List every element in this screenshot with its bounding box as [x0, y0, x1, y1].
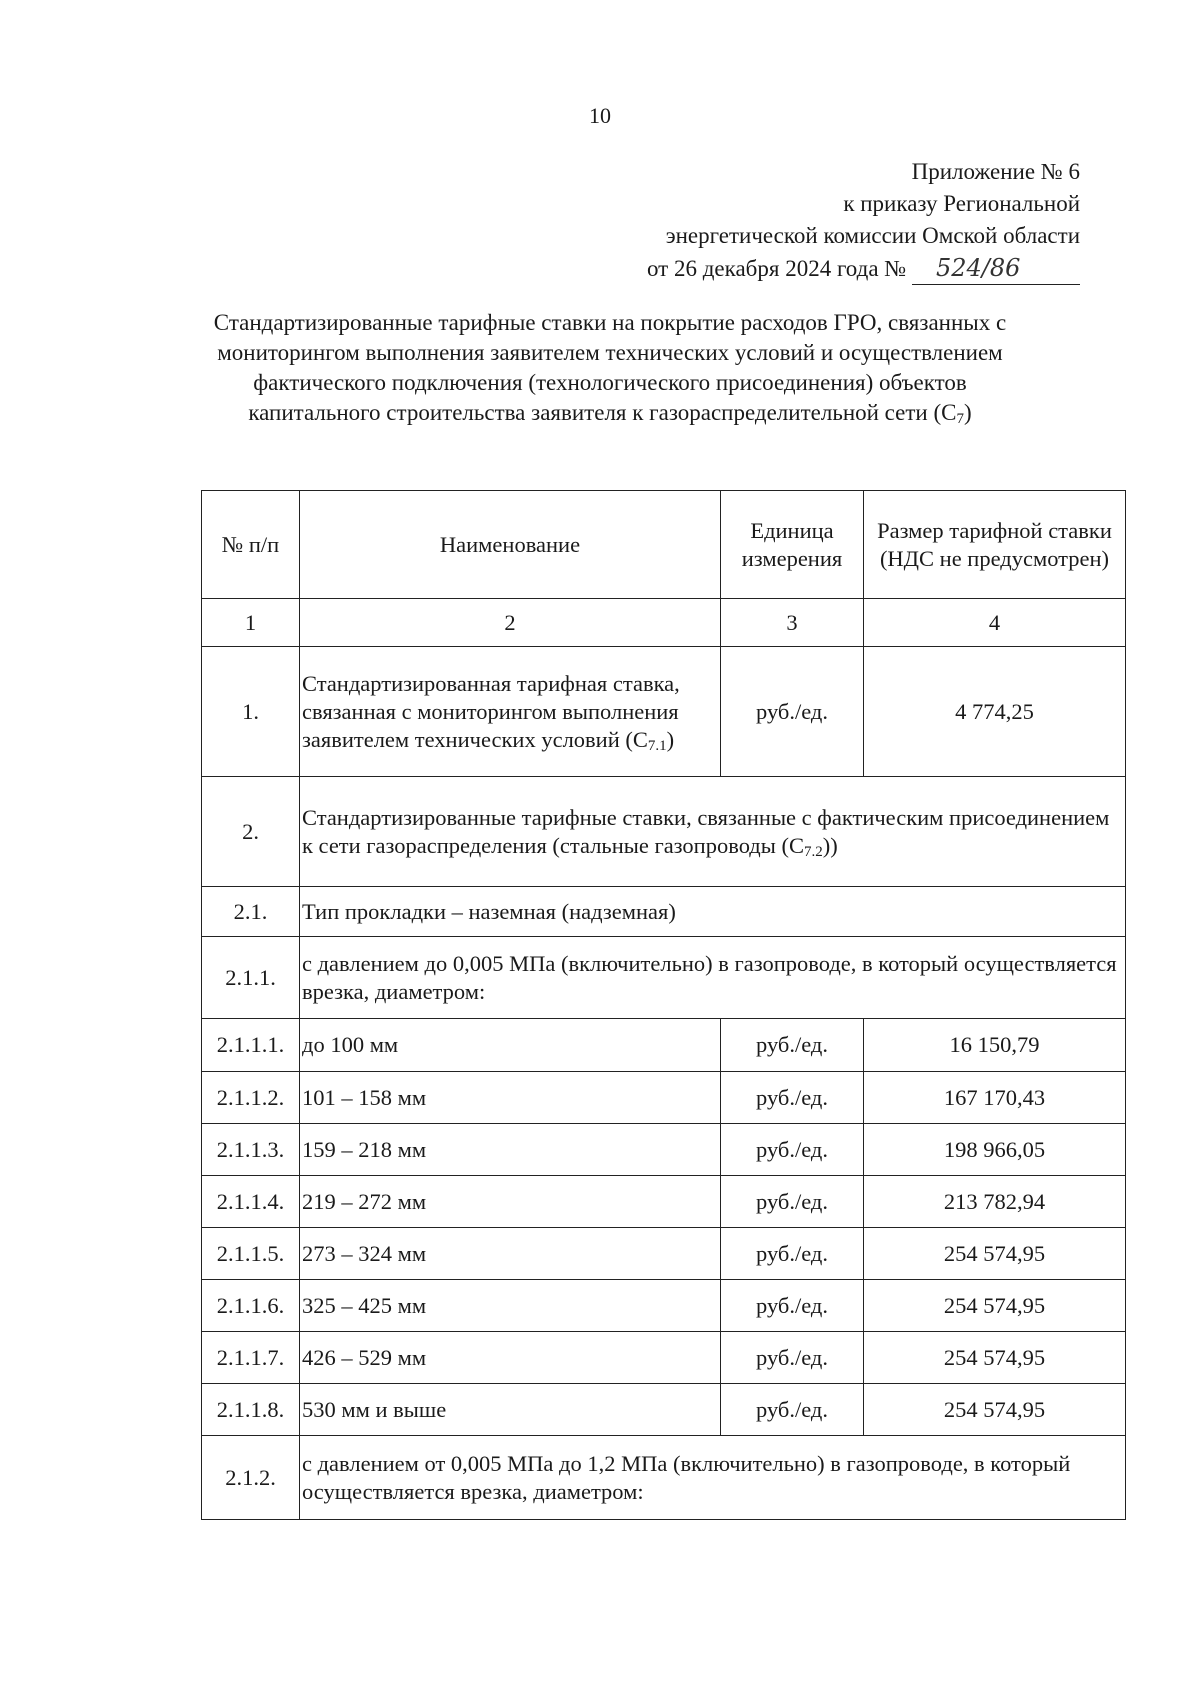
page-number: 10 — [589, 103, 611, 128]
row-unit: руб./ед. — [721, 1384, 864, 1436]
row-name-end: ) — [666, 726, 675, 752]
row-name: с давлением от 0,005 МПа до 1,2 МПа (включительно) в газопроводе, в который осуществляется врезка, диаметром: — [300, 1436, 1126, 1520]
table-row — [202, 937, 1126, 1019]
header-name: Наименование — [300, 491, 721, 599]
row-name: 159 – 218 мм — [300, 1124, 721, 1176]
row-unit: руб./ед. — [721, 1072, 864, 1124]
table-row — [202, 1176, 1126, 1228]
row-name-text: Стандартизированная тарифная ставка, связанная с мониторингом выполнения заявителем технических условий (С — [302, 670, 680, 752]
row-unit: руб./ед. — [721, 1176, 864, 1228]
order-date: от 26 декабря 2024 года № — [646, 256, 907, 281]
title-subscript: 7 — [956, 411, 964, 427]
appendix-line-3: энергетической комиссии Омской области — [665, 223, 1080, 248]
row-name: 426 – 529 мм — [300, 1332, 721, 1384]
document-title — [200, 308, 1020, 428]
row-name: 219 – 272 мм — [300, 1176, 721, 1228]
row-name-end: )) — [822, 832, 838, 858]
table-row — [202, 1436, 1126, 1520]
row-name: 101 – 158 мм — [300, 1072, 721, 1124]
row-value: 198 966,05 — [864, 1124, 1126, 1176]
rates-table — [201, 490, 1126, 1520]
row-value: 254 574,95 — [864, 1280, 1126, 1332]
row-number: 2.1.1.8. — [202, 1384, 300, 1436]
row-unit: руб./ед. — [721, 1332, 864, 1384]
row-number: 2.1.1. — [202, 937, 300, 1019]
appendix-line-4 — [647, 252, 1080, 285]
row-name-text: Стандартизированные тарифные ставки, связанные с фактическим присоединением к сети газораспределения (стальные газопроводы (С — [302, 804, 1110, 858]
row-value: 213 782,94 — [864, 1176, 1126, 1228]
row-name: 325 – 425 мм — [300, 1280, 721, 1332]
row-unit: руб./ед. — [721, 1280, 864, 1332]
row-number: 2.1.1.6. — [202, 1280, 300, 1332]
row-number: 1. — [202, 647, 300, 777]
title-text: Стандартизированные тарифные ставки на покрытие расходов ГРО, связанных с мониторингом выполнения заявителем технических условий и осуществлением фактического подключения (технологического присоединения) объектов капитального строительства заявителя к газораспределительной сети (С — [213, 310, 1007, 425]
row-value: 16 150,79 — [864, 1019, 1126, 1072]
row-number: 2.1.1.3. — [202, 1124, 300, 1176]
row-unit: руб./ед. — [721, 1019, 864, 1072]
appendix-line-2: к приказу Региональной — [843, 191, 1080, 216]
row-name — [300, 777, 1126, 887]
row-number: 2.1.1.2. — [202, 1072, 300, 1124]
row-name — [300, 647, 721, 777]
title-end: ) — [964, 400, 972, 425]
column-number: 2 — [300, 599, 721, 647]
row-number: 2.1.1.1. — [202, 1019, 300, 1072]
row-unit: руб./ед. — [721, 647, 864, 777]
table-row — [202, 1384, 1126, 1436]
row-value: 4 774,25 — [864, 647, 1126, 777]
row-number: 2.1. — [202, 887, 300, 937]
table-row — [202, 1124, 1126, 1176]
row-number: 2.1.2. — [202, 1436, 300, 1520]
row-unit: руб./ед. — [721, 1124, 864, 1176]
row-value: 254 574,95 — [864, 1228, 1126, 1280]
table-row — [202, 777, 1126, 887]
header-num: № п/п — [202, 491, 300, 599]
row-name: 530 мм и выше — [300, 1384, 721, 1436]
table-header-row — [202, 491, 1126, 599]
column-number: 4 — [864, 599, 1126, 647]
appendix-header — [647, 156, 1080, 285]
row-name: 273 – 324 мм — [300, 1228, 721, 1280]
row-value: 254 574,95 — [864, 1384, 1126, 1436]
column-number: 3 — [721, 599, 864, 647]
row-name-subscript: 7.2 — [804, 843, 823, 860]
table-row — [202, 1072, 1126, 1124]
order-number-handwritten: 524/86 — [912, 252, 1080, 285]
row-number: 2. — [202, 777, 300, 887]
column-number-row — [202, 599, 1126, 647]
table-row — [202, 1019, 1126, 1072]
row-number: 2.1.1.4. — [202, 1176, 300, 1228]
column-number: 1 — [202, 599, 300, 647]
row-number: 2.1.1.7. — [202, 1332, 300, 1384]
appendix-line-1: Приложение № 6 — [911, 159, 1080, 184]
row-value: 167 170,43 — [864, 1072, 1126, 1124]
header-unit: Единица измерения — [721, 491, 864, 599]
header-value: Размер тарифной ставки (НДС не предусмотрен) — [864, 491, 1126, 599]
row-name: с давлением до 0,005 МПа (включительно) в газопроводе, в который осуществляется врезка, диаметром: — [300, 937, 1126, 1019]
table-row — [202, 1228, 1126, 1280]
table-row — [202, 887, 1126, 937]
table-row — [202, 647, 1126, 777]
row-number: 2.1.1.5. — [202, 1228, 300, 1280]
row-name: до 100 мм — [300, 1019, 721, 1072]
row-name: Тип прокладки – наземная (надземная) — [300, 887, 1126, 937]
row-value: 254 574,95 — [864, 1332, 1126, 1384]
table-row — [202, 1280, 1126, 1332]
row-unit: руб./ед. — [721, 1228, 864, 1280]
row-name-subscript: 7.1 — [647, 737, 667, 754]
table-row — [202, 1332, 1126, 1384]
